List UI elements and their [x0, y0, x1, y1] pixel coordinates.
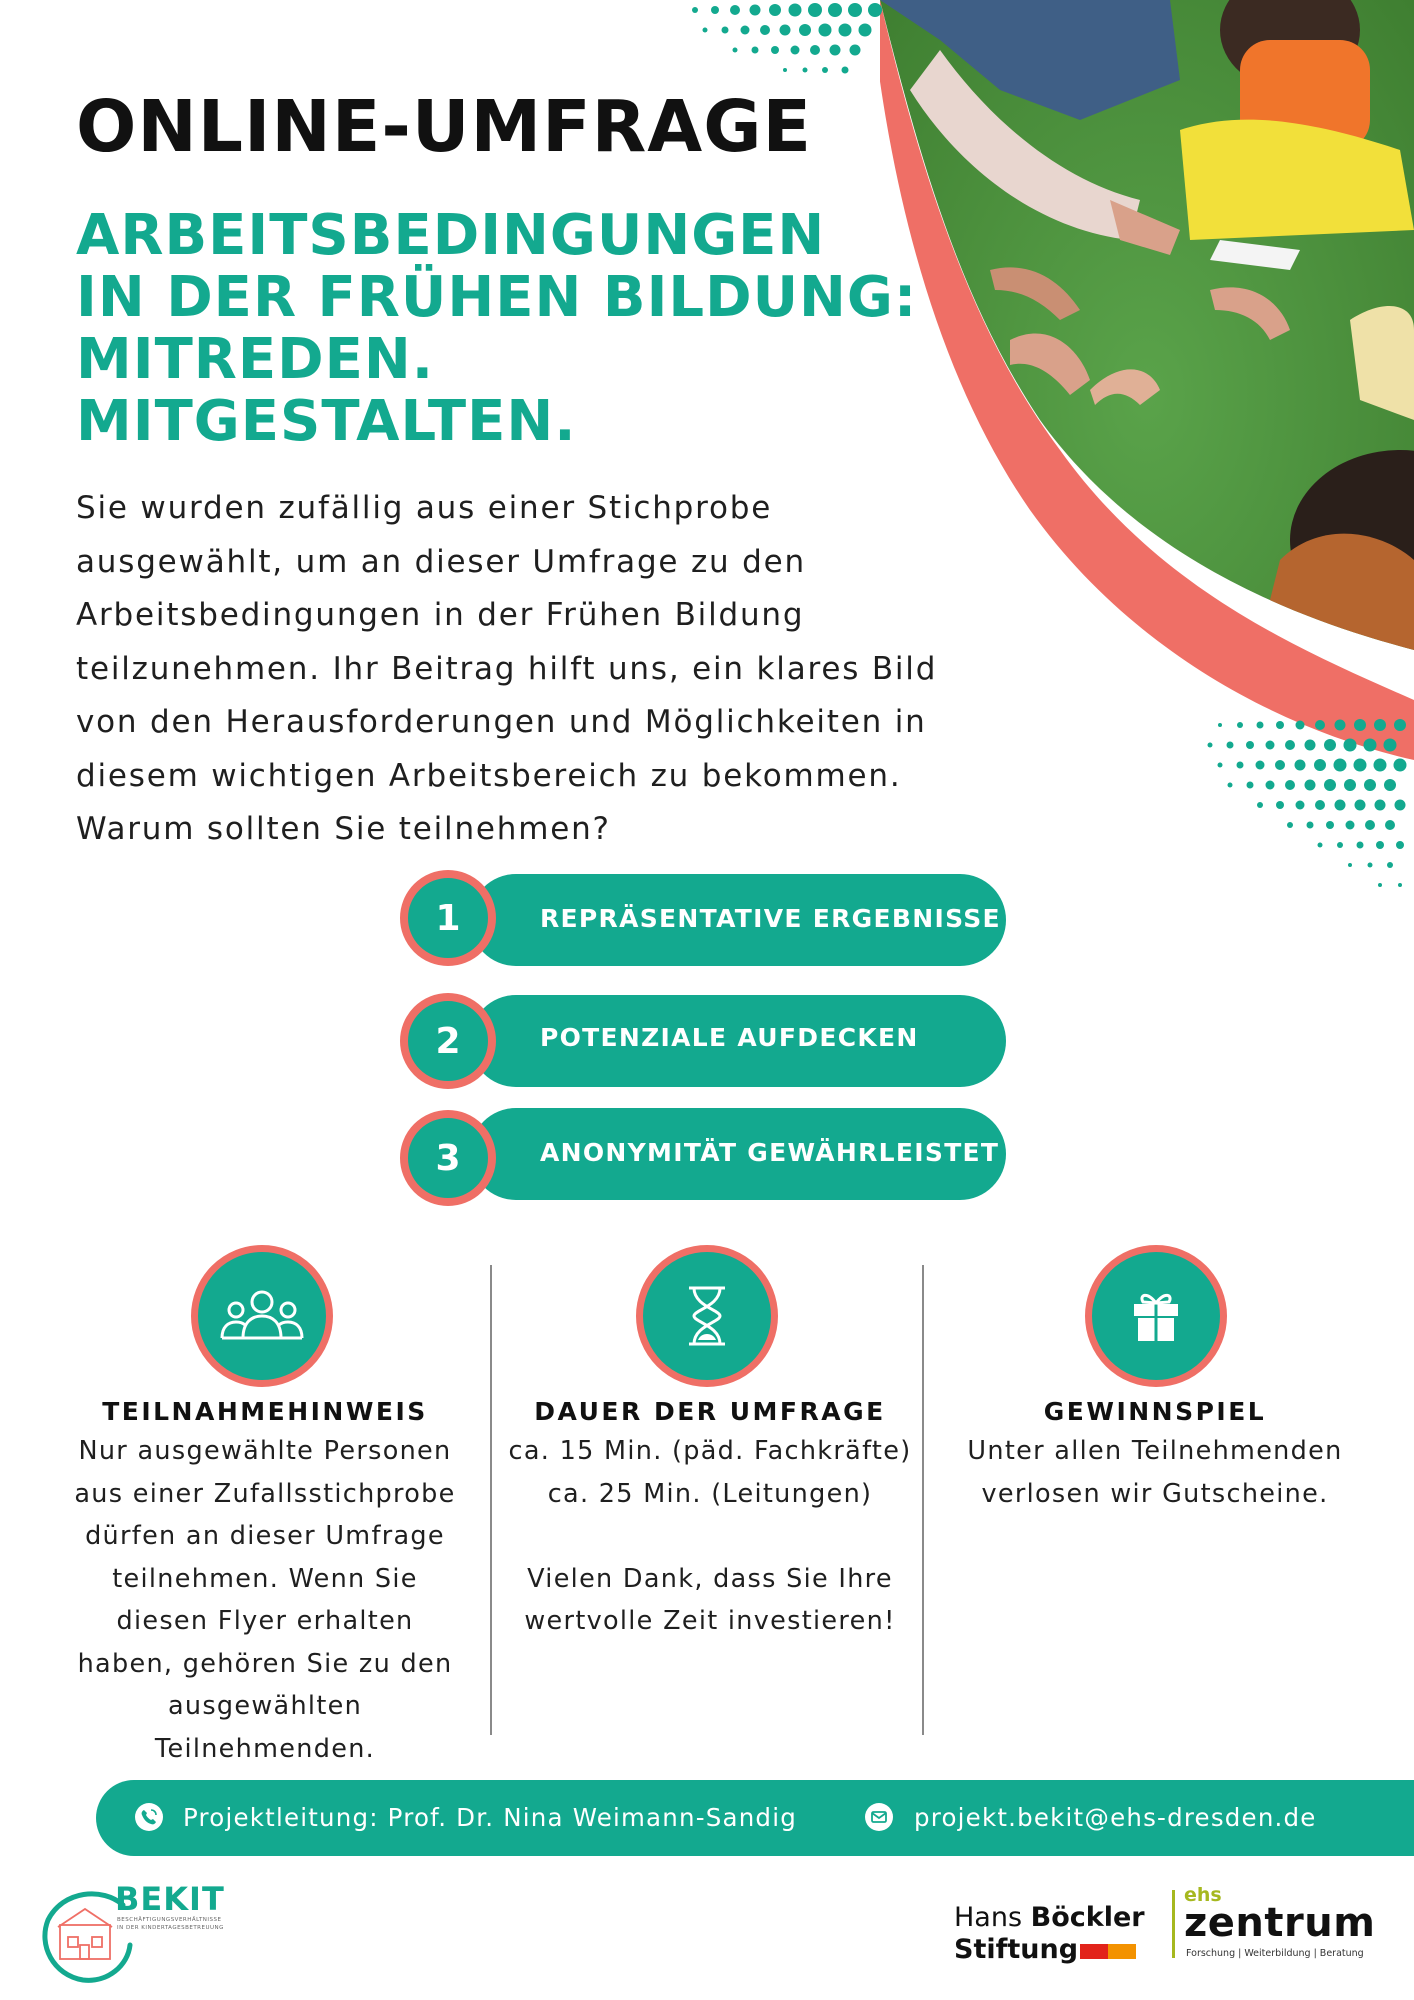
feature-text-duration — [500, 1430, 920, 1643]
feature-line: Unter allen Teilnehmenden — [967, 1436, 1343, 1466]
subheadline-line: MITREDEN. — [76, 327, 435, 392]
page-title: ONLINE-UMFRAGE — [76, 85, 813, 168]
intro-line: Warum sollten Sie teilnehmen? — [76, 811, 611, 847]
hourglass-icon — [685, 1284, 729, 1348]
bekit-tagline-line: IN DER KINDERTAGESBETREUUNG — [117, 1925, 224, 1931]
feature-line: ausgewählten — [167, 1691, 363, 1721]
feature-text-prize — [945, 1430, 1365, 1515]
halftone-dots-bottom — [1200, 710, 1414, 960]
feature-line: wertvolle Zeit investieren! — [524, 1606, 896, 1636]
feature-title-duration: DAUER DER UMFRAGE — [534, 1397, 886, 1426]
subheadline — [76, 205, 917, 453]
group-icon — [219, 1288, 305, 1344]
feature-line: teilnehmen. Wenn Sie — [112, 1563, 418, 1594]
bekit-tagline — [117, 1916, 224, 1932]
hbs-wordmark-line1 — [954, 1902, 1145, 1933]
hbs-red-bar — [1080, 1944, 1108, 1959]
feature-text-participation — [55, 1430, 475, 1770]
hbs-stiftung: Stiftung — [954, 1934, 1079, 1965]
column-divider — [922, 1265, 924, 1735]
hbs-hans: Hans — [954, 1902, 1023, 1933]
email-link[interactable]: projekt.bekit@ehs-dresden.de — [914, 1803, 1317, 1832]
feature-line: Nur ausgewählte Personen — [78, 1436, 452, 1466]
bekit-wordmark: BEKIT — [115, 1880, 225, 1918]
phone-icon — [134, 1802, 164, 1832]
intro-paragraph — [76, 482, 956, 857]
prize-badge — [1085, 1245, 1227, 1387]
reason-label: REPRÄSENTATIVE ERGEBNISSE — [540, 904, 1001, 933]
participation-badge — [191, 1245, 333, 1387]
subheadline-line: ARBEITSBEDINGUNGEN — [76, 203, 826, 268]
gift-icon — [1131, 1289, 1181, 1343]
feature-title-prize: GEWINNSPIEL — [1043, 1397, 1267, 1426]
intro-line: teilzunehmen. Ihr Beitrag hilft uns, ein klares Bild — [76, 650, 938, 687]
feature-line: Teilnehmenden. — [154, 1733, 376, 1764]
intro-line: ausgewählt, um an dieser Umfrage zu den — [76, 543, 806, 580]
halftone-dots-top — [685, 0, 915, 90]
feature-title-participation: TEILNAHMEHINWEIS — [102, 1397, 428, 1426]
intro-line: Arbeitsbedingungen in der Frühen Bildung — [76, 597, 805, 633]
feature-line: verlosen wir Gutscheine. — [981, 1478, 1329, 1509]
feature-line: haben, gehören Sie zu den — [77, 1648, 453, 1679]
intro-line: diesem wichtigen Arbeitsbereich zu bekommen. — [76, 757, 902, 794]
reason-number: 1 — [400, 870, 496, 966]
feature-line: ca. 15 Min. (päd. Fachkräfte) — [508, 1436, 912, 1466]
ehs-tagline: Forschung | Weiterbildung | Beratung — [1186, 1948, 1364, 1959]
subheadline-line: MITGESTALTEN. — [76, 389, 577, 454]
reason-label: POTENZIALE AUFDECKEN — [540, 1023, 919, 1052]
hbs-boeckler: Böckler — [1030, 1902, 1145, 1933]
ehs-divider — [1172, 1890, 1175, 1958]
hero-photo — [880, 0, 1414, 790]
column-divider — [490, 1265, 492, 1735]
mail-icon — [864, 1802, 894, 1832]
intro-line: Sie wurden zufällig aus einer Stichprobe — [76, 490, 773, 526]
reason-label: ANONYMITÄT GEWÄHRLEISTET — [540, 1138, 1000, 1167]
hero-photo-graphic — [880, 0, 1414, 790]
bekit-tagline-line: BESCHÄFTIGUNGSVERHÄLTNISSE — [117, 1917, 222, 1923]
feature-line: dürfen an dieser Umfrage — [85, 1521, 445, 1551]
duration-badge — [636, 1245, 778, 1387]
project-lead: Projektleitung: Prof. Dr. Nina Weimann-Sandig — [183, 1803, 797, 1832]
feature-line: Vielen Dank, dass Sie Ihre — [527, 1563, 893, 1594]
feature-line: ca. 25 Min. (Leitungen) — [547, 1478, 873, 1509]
ehs-label: ehs — [1184, 1884, 1222, 1906]
intro-line: von den Herausforderungen und Möglichkeiten in — [76, 704, 927, 740]
feature-line: aus einer Zufallsstichprobe — [74, 1478, 456, 1509]
reason-number: 2 — [400, 993, 496, 1089]
reason-number: 3 — [400, 1110, 496, 1206]
feature-line — [500, 1515, 920, 1558]
hbs-orange-bar — [1108, 1944, 1136, 1959]
subheadline-line: IN DER FRÜHEN BILDUNG: — [76, 265, 918, 330]
feature-line: diesen Flyer erhalten — [116, 1606, 414, 1636]
ehs-zentrum-wordmark: zentrum — [1184, 1900, 1376, 1946]
